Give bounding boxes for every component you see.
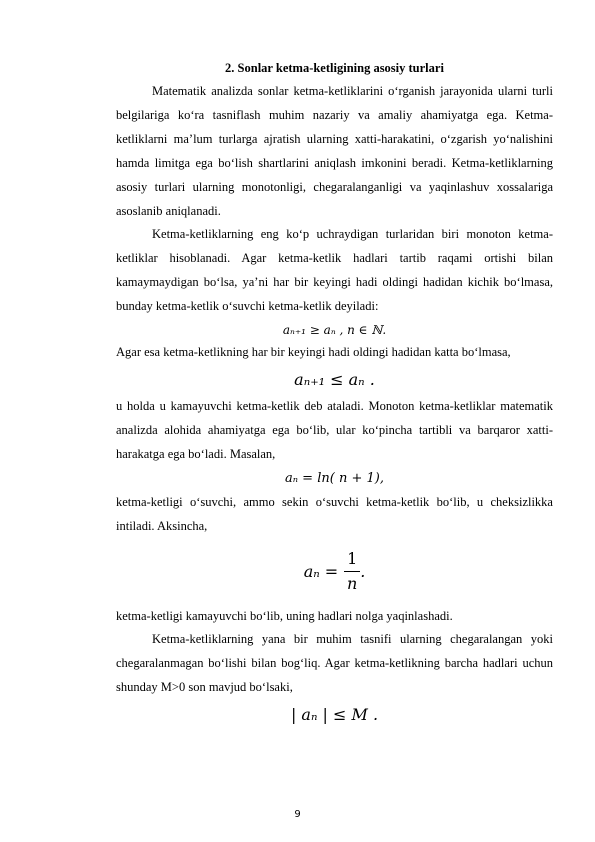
paragraph-bounded: Ketma-ketliklarning yana bir muhim tasnifi ularning chegaralangan yoki chegaralanmagan bo‘lishi bilan bog‘liq. Agar ketma-ketlikning barcha hadlari uchun shunday M>0 son mavjud bo‘lsaki, bbox=[116, 632, 553, 695]
paragraph-monotone: Ketma-ketliklarning eng ko‘p uchraydigan turlaridan biri monoton ketma-ketliklar hisoblanadi. Agar ketma-ketlik hadlari tartib raqami ortishi bilan kamaymaydigan bo‘lsa, ya’ni har bir keyingi hadi oldingi hadidan kichik bo‘lmasa, bunday ketma-ketlik o‘suvchi ketma-ketlik deyiladi: bbox=[116, 227, 553, 314]
fraction-expression bbox=[304, 539, 366, 605]
formula-bounded: | aₙ | ≤ M . bbox=[290, 705, 379, 725]
section-heading: 2. Sonlar ketma-ketligining asosiy turlari bbox=[225, 61, 444, 75]
paragraph-decreasing-definition: u holda u kamayuvchi ketma-ketlik deb ataladi. Monoton ketma-ketliklar matematik analizda alohida ahamiyatga ega bo‘lib, ular ko‘pincha tartibli va barqaror xatti-harakatga ega bo‘ladi. Masalan, bbox=[116, 398, 553, 461]
paragraph-reciprocal-explanation: ketma-ketligi kamayuvchi bo‘lib, uning hadlari nolga yaqinlashadi. bbox=[116, 608, 453, 623]
formula-log-example: aₙ = ln( n + 1), bbox=[285, 470, 384, 486]
page-number: 9 bbox=[294, 809, 301, 820]
paragraph-log-explanation: ketma-ketligi o‘suvchi, ammo sekin o‘suvchi ketma-ketlik bo‘lib, u cheksizlikka intiladi. Aksincha, bbox=[116, 494, 553, 533]
formula-decreasing: aₙ₊₁ ≤ aₙ . bbox=[294, 369, 375, 389]
formula-reciprocal-example bbox=[116, 539, 553, 605]
fraction-period: . bbox=[360, 562, 366, 581]
fraction-lhs: aₙ = bbox=[303, 562, 339, 581]
fraction-denominator: n bbox=[347, 574, 358, 593]
fraction-bar bbox=[344, 571, 360, 572]
fraction bbox=[344, 549, 360, 594]
paragraph-decreasing-condition: Agar esa ketma-ketlikning har bir keyingi hadi oldingi hadidan katta bo‘lmasa, bbox=[116, 345, 511, 360]
paragraph-intro: Matematik analizda sonlar ketma-ketliklarini o‘rganish jarayonida ularni turli belgilariga ko‘ra tasniflash muhim nazariy va amaliy ahamiyatga ega. Ketma-ketliklarni ma’lum turlarga ajratish ularning xatti-harakatini, o‘zgarish yo‘nalishini hamda limitga ega bo‘lish shartlarini aniqlash imkonini beradi. Ketma-ketliklarning asosiy turlari ularning monotonligi, chegaralanganligi va yaqinlashuv xossalariga asoslanib aniqlanadi. bbox=[116, 84, 553, 218]
page-content bbox=[116, 56, 553, 730]
formula-increasing: aₙ₊₁ ≥ aₙ , n ∈ ℕ. bbox=[282, 323, 387, 338]
fraction-numerator: 1 bbox=[347, 549, 358, 568]
